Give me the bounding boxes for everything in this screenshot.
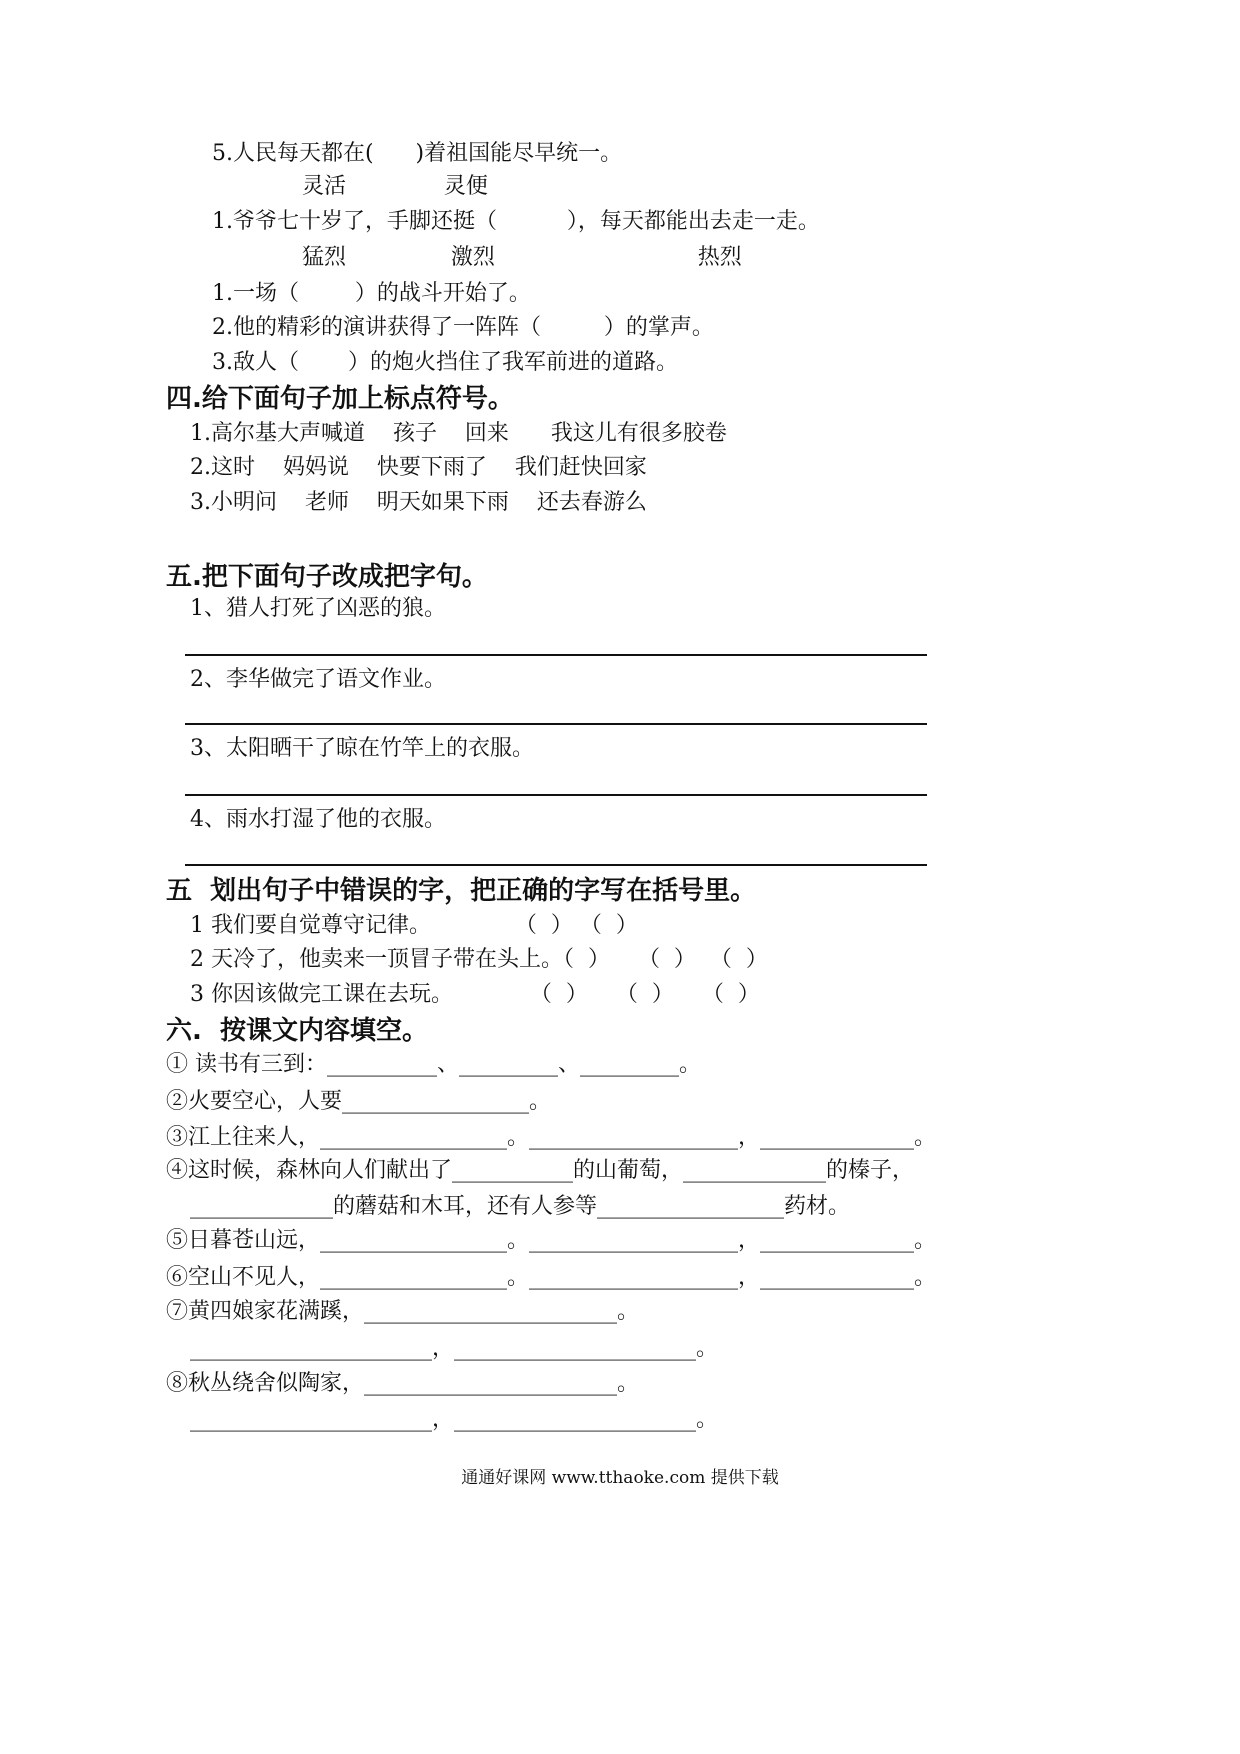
footer-credit: 通通好课网 www.tthaoke.com 提供下载	[461, 1468, 779, 1488]
section-5-heading: 五.把下面句子改成把字句。	[166, 562, 488, 592]
s5-item-2: 2、李华做完了语文作业。	[190, 667, 446, 692]
answer-line-1[interactable]	[185, 654, 927, 656]
answer-line-4[interactable]	[185, 864, 927, 866]
section-4-heading: 四.给下面句子加上标点符号。	[166, 384, 514, 414]
s5-item-4: 4、雨水打湿了他的衣服。	[190, 807, 446, 832]
s3-line-1: 5.人民每天都在( )着祖国能尽早统一。	[212, 141, 623, 166]
s5b-item-1: 1 我们要自觉尊守记律。 （ ） （ ）	[190, 913, 638, 938]
s4-item-1: 1.高尔基大声喊道 孩子 回来 我这儿有很多胶卷	[190, 421, 727, 446]
answer-line-3[interactable]	[185, 794, 927, 796]
s4-item-3: 3.小明问 老师 明天如果下雨 还去春游么	[190, 490, 647, 515]
s6-item-8a: ⑧秋丛绕舍似陶家，_______________________。	[166, 1371, 640, 1396]
s6-item-4a: ④这时候，森林向人们献出了___________的山葡萄，_____________的榛子，	[166, 1158, 915, 1183]
s6-item-3: ③江上往来人，_________________。___________________，______________。	[166, 1125, 937, 1150]
s4-item-2: 2.这时 妈妈说 快要下雨了 我们赶快回家	[190, 455, 647, 480]
s3-line-6: 2.他的精彩的演讲获得了一阵阵（ ）的掌声。	[212, 315, 714, 340]
s3-line-3: 1.爷爷七十岁了，手脚还挺（ ），每天都能出去走一走。	[212, 209, 820, 234]
s5-item-3: 3、太阳晒干了晾在竹竿上的衣服。	[190, 736, 534, 761]
s5-item-1: 1、猎人打死了凶恶的狼。	[190, 596, 446, 621]
s6-item-7a: ⑦黄四娘家花满蹊，_______________________。	[166, 1299, 640, 1324]
s6-item-7b: ______________________，______________________。	[190, 1336, 719, 1361]
s3-line-2: 灵活 灵便	[302, 174, 488, 199]
s6-item-4b: _____________的蘑菇和木耳，还有人参等_________________药材。	[190, 1194, 851, 1219]
section-5b-heading: 五 划出句子中错误的字，把正确的字写在括号里。	[166, 876, 757, 906]
s6-item-5: ⑤日暮苍山远，_________________。___________________，______________。	[166, 1228, 937, 1253]
s3-line-4: 猛烈 激烈 热烈	[302, 245, 742, 270]
s3-line-5: 1.一场（ ）的战斗开始了。	[212, 281, 531, 306]
s6-item-2: ②火要空心，人要_________________。	[166, 1089, 552, 1114]
s3-line-7: 3.敌人（ ）的炮火挡住了我军前进的道路。	[212, 350, 678, 375]
s5b-item-3: 3 你因该做完工课在去玩。 （ ） （ ） （ ）	[190, 982, 760, 1007]
s6-item-8b: ______________________，______________________。	[190, 1407, 719, 1432]
s6-item-1: ① 读书有三到：__________、_________、_________。	[166, 1052, 701, 1077]
s6-item-6: ⑥空山不见人，_________________。___________________，______________。	[166, 1265, 937, 1290]
section-6-heading: 六. 按课文内容填空。	[166, 1016, 428, 1046]
answer-line-2[interactable]	[185, 723, 927, 725]
s5b-item-2: 2 天冷了，他卖来一顶冒子带在头上。（ ） （ ） （ ）	[190, 947, 768, 972]
